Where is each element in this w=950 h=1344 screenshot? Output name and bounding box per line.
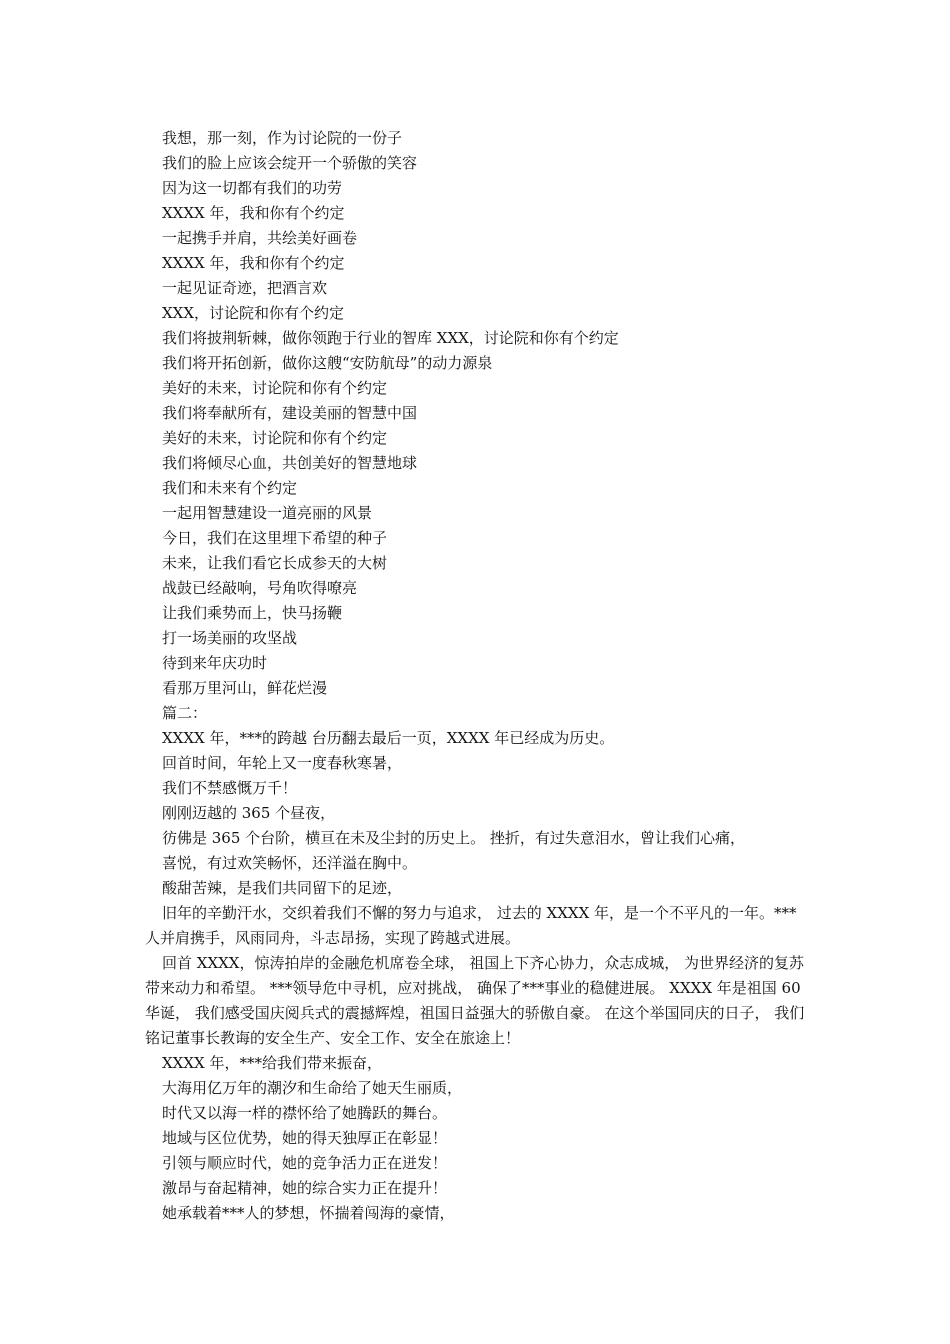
text-line: 待到来年庆功时	[162, 654, 268, 672]
text-line: 引领与顺应时代，她的竞争活力正在迸发！	[162, 1154, 448, 1172]
text-line: 一起携手并肩，共绘美好画卷	[162, 229, 358, 247]
text-line: 她承载着***人的梦想，怀揣着闯海的豪情，	[162, 1204, 455, 1222]
document-body	[145, 126, 810, 1226]
text-line: 时代又以海一样的襟怀给了她腾跃的舞台。	[162, 1104, 448, 1122]
text-line: 刚刚迈越的 365 个昼夜，	[162, 804, 336, 822]
text-line: XXXX 年，我和你有个约定	[162, 204, 345, 222]
text-line: 激昂与奋起精神，她的综合实力正在提升！	[162, 1179, 448, 1197]
text-line: 酸甜苦辣，是我们共同留下的足迹，	[162, 879, 403, 897]
text-line: 一起用智慧建设一道亮丽的风景	[162, 504, 373, 522]
text-line: 回首时间，年轮上又一度春秋寒暑，	[162, 754, 403, 772]
text-line: 美好的未来，讨论院和你有个约定	[162, 379, 388, 397]
text-line: XXXX 年，***的跨越 台历翻去最后一页，XXXX 年已经成为历史。	[162, 729, 615, 747]
text-line: 打一场美丽的攻坚战	[162, 629, 298, 647]
text-line: 未来，让我们看它长成参天的大树	[162, 554, 388, 572]
text-line: 彷佛是 365 个台阶，横亘在未及尘封的历史上。 挫折，有过失意泪水，曾让我们心痛，	[162, 829, 745, 847]
text-paragraph: 回首 XXXX，惊涛拍岸的金融危机席卷全球， 祖国上下齐心协力，众志成城， 为世界经济的复苏带来动力和希望。 ***领导危中寻机，应对挑战， 确保了***事业的稳健进展。 XXXX 年是祖国 60 华诞， 我们感受国庆阅兵式的震撼辉煌，祖国日益强大的骄傲自豪。 在这个举国同庆的日子， 我们铭记董事长教诲的安全生产、安全工作、安全在旅途上！	[145, 954, 805, 1047]
text-line: 我们将倾尽心血，共创美好的智慧地球	[162, 454, 418, 472]
text-line: 我们将奉献所有，建设美丽的智慧中国	[162, 404, 418, 422]
section-heading: 篇二：	[162, 704, 208, 722]
text-line: XXXX 年，***给我们带来振奋，	[162, 1054, 382, 1072]
text-line: XXX，讨论院和你有个约定	[162, 304, 345, 322]
text-line: 地域与区位优势，她的得天独厚正在彰显！	[162, 1129, 448, 1147]
text-line: 战鼓已经敲响，号角吹得嘹亮	[162, 579, 358, 597]
text-line: 今日，我们在这里埋下希望的种子	[162, 529, 388, 547]
text-line: 一起见证奇迹，把酒言欢	[162, 279, 328, 297]
text-line: 我想，那一刻，作为讨论院的一份子	[162, 129, 403, 147]
text-line: 喜悦，有过欢笑畅怀，还洋溢在胸中。	[162, 854, 418, 872]
text-line: 因为这一切都有我们的功劳	[162, 179, 343, 197]
text-line: 我们将披荆斩棘，做你领跑于行业的智库 XXX，讨论院和你有个约定	[162, 329, 619, 347]
text-line: 大海用亿万年的潮汐和生命给了她天生丽质，	[162, 1079, 463, 1097]
text-line: XXXX 年，我和你有个约定	[162, 254, 345, 272]
text-line: 我们的脸上应该会绽开一个骄傲的笑容	[162, 154, 418, 172]
text-line: 我们不禁感慨万千！	[162, 779, 298, 797]
text-line: 看那万里河山，鲜花烂漫	[162, 679, 328, 697]
text-paragraph: 旧年的辛勤汗水，交织着我们不懈的努力与追求， 过去的 XXXX 年，是一个不平凡的一年。***人并肩携手，风雨同舟，斗志昂扬，实现了跨越式进展。	[145, 904, 797, 947]
text-line: 让我们乘势而上，快马扬鞭	[162, 604, 343, 622]
text-line: 我们和未来有个约定	[162, 479, 298, 497]
text-line: 美好的未来，讨论院和你有个约定	[162, 429, 388, 447]
text-line: 我们将开拓创新，做你这艘“安防航母”的动力源泉	[162, 354, 493, 372]
